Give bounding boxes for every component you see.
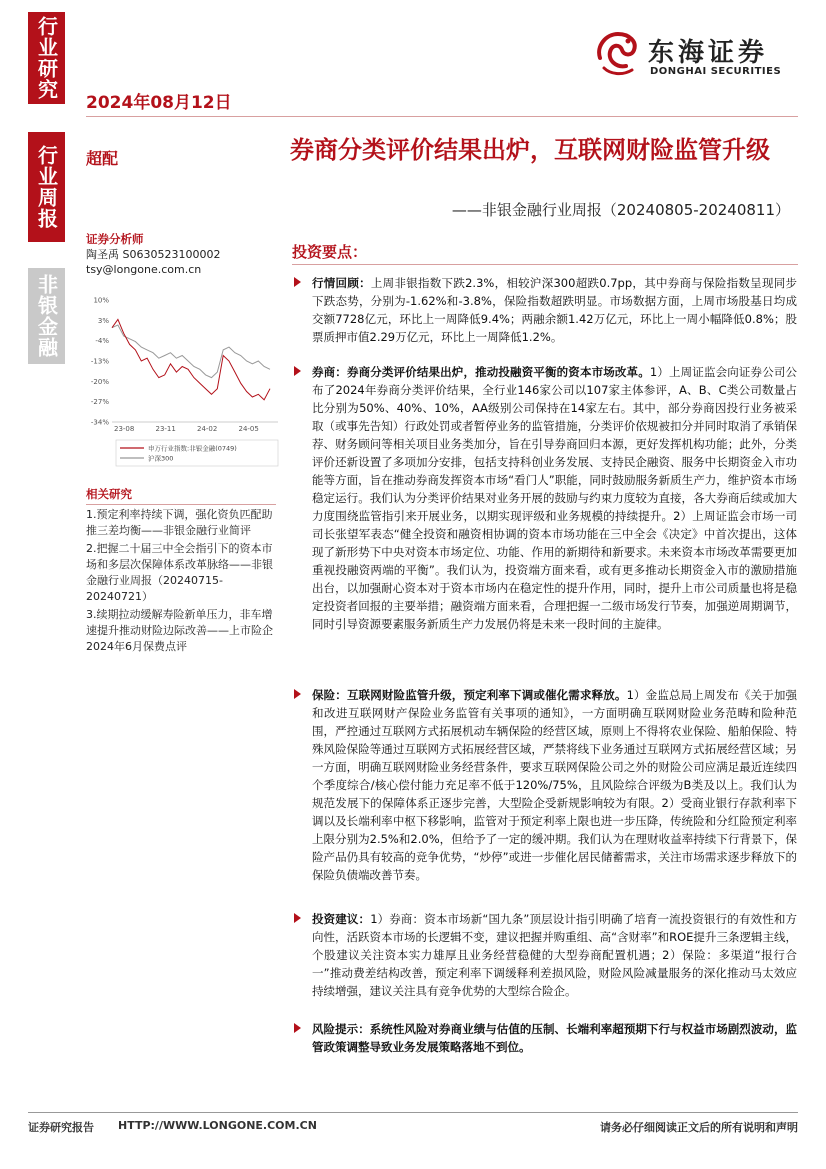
bullet-body: 1）券商：资本市场新“国九条”顶层设计指引明确了培育一流投资银行的有效性和方向性，活跃资本市场的长逻辑不变，建议把握并购重组、高“含财率”和ROE提升三条逻辑主线，个股建议关注资本实力雄厚且业务经营稳健的大型券商配置机遇；2）保险：多渠道“报行合一”推动费差结构改善，预定利率下调缓释利差损风险，财险风险减量服务的深化推动马太效应持续增强，建议关注具有竞争优势的大型综合险企。 — [312, 912, 797, 998]
y-tick-label: -34% — [90, 418, 109, 427]
bullet-head: 行情回顾： — [312, 276, 371, 290]
footer-disclaimer: 请务必仔细阅读正文后的所有说明和声明 — [600, 1121, 798, 1134]
legend-label: 沪深300 — [148, 454, 174, 463]
report-subtitle: ——非银金融行业周报（20240805-20240811） — [451, 201, 790, 219]
bullet-insurance — [292, 686, 797, 884]
header-rule — [86, 116, 798, 117]
bullet-head: 风险提示： — [312, 1022, 370, 1036]
footer-label: 证券研究报告 — [28, 1121, 94, 1134]
x-tick-label: 24-02 — [197, 425, 218, 433]
related-heading: 相关研究 — [86, 487, 132, 501]
report-title: 券商分类评价结果出炉，互联网财险监管升级 — [290, 136, 770, 164]
logo-text-en: DONGHAI SECURITIES — [650, 66, 782, 77]
y-tick-label: 3% — [97, 316, 109, 325]
company-logo — [590, 28, 790, 84]
related-item[interactable]: 3.续期拉动缓解寿险新单压力，非车增速提升推动财险边际改善——上市险企2024年6月保费点评 — [86, 608, 273, 653]
y-tick-label: 10% — [93, 296, 109, 305]
tab-industry-weekly: 行业周报 — [28, 132, 65, 242]
tab-industry-research: 行业研究 — [28, 12, 65, 104]
bullet-body: 1）金监总局上周发布《关于加强和改进互联网财产保险业务监管有关事项的通知》，一方面明确互联网财险业务范畴和险种范围，严控通过互联网方式拓展机动车辆保险的经营区域，原则上不得将农业保险、船舶保险、特殊风险保险等通过互联网方式拓展经营区域，严禁将线下业务通过互联网方式拓展经营区域；另一方面，明确互联网财险业务经营条件，要求互联网保险公司之外的财险公司应满足最近连续四个季度综合/核心偿付能力充足率不低于120%/75%，且风险综合评级为B类及以上。我们认为规范发展下的保障体系正逐步完善，大型险企受新规影响较为有限。2）受商业银行存款利率下调以及长端利率中枢下移影响，监管对于预定利率上限也进一步压降，传统险和分红险预定利率上限分别为2.5%和2.0%，但给予了一定的缓冲期。我们认为在理财收益率持续下行背景下，保险产品仍具有较高的竞争优势，“炒停”或进一步催化居民储蓄需求，关注市场需求逐步释放下的保险负债端改善节奏。 — [312, 688, 797, 882]
bullet-market-review — [292, 274, 797, 346]
bullet-brokers — [292, 363, 797, 633]
bullet-arrow-icon — [294, 913, 301, 923]
logo-icon — [590, 28, 642, 80]
line-chart — [86, 292, 282, 478]
footer-rule — [28, 1112, 798, 1113]
x-tick-label: 24-05 — [238, 425, 259, 433]
bullet-investment-advice — [292, 910, 797, 1000]
legend-label: 申万行业指数:非银金融(0749) — [148, 444, 237, 453]
x-tick-label: 23-08 — [114, 425, 135, 433]
rating: 超配 — [86, 149, 119, 168]
related-research — [86, 486, 276, 655]
key-points-heading: 投资要点： — [292, 243, 368, 261]
bullet-arrow-icon — [294, 1023, 301, 1033]
y-tick-label: -13% — [90, 357, 109, 366]
related-item[interactable]: 2.把握二十届三中全会指引下的资本市场和多层次保障体系改革脉络——非银金融行业周报（20240715-20240721） — [86, 542, 273, 603]
bullet-body: 1）上周证监会向证券公司公布了2024年券商分类评价结果，全行业146家公司以107家主体参评，A、B、C类公司数量占比分别为50%、40%、10%，AA级别公司保持在14家左右。其中，部分券商因投行业务被采取（或事先告知）行政处罚或者暂停业务的监管措施，分类评价依规被扣分并同时取消了承销保荐、财务顾问等相关项目业务类加分，旨在引导券商回归本源，更好发挥机构功能；此外，分类评价还新设置了多项加分安排，包括支持科创业务发展、支持民企融资、服务中长期资金入市功能等方面，旨在推动券商发挥资本市场“看门人”职能，同时鼓励服务新质生产力，维护资本市场稳定运行。我们认为分类评价结果对业务开展的鼓励与约束力度较为直接，各大券商后续或加大力度围绕监管指引来开展业务，以期实现评级和业务规模的持续提升。2）上周证监会市场一司司长张望军表态“健全投资和融资相协调的资本市场功能在三中全会《决定》中首次提出，这体现了新形势下中央对资本市场定位、功能、作用的新期待和新要求。未来资本市场改革需要更加重视投融资两端的平衡”。我们认为，投资端方面来看，或有更多推动长期资金入市的激励措施出台，以加强耐心资本对于资本市场内在稳定性的提升作用，同时，提升上市公司质量也将是稳定投资者回报的主要举措；融资端方面来看，合理把握一二级市场发行节奏，加强逆周期调节，同时引导资源要素服务新质生产力发展仍将是未来一段时间的主旋律。 — [312, 365, 797, 631]
related-item[interactable]: 1.预定利率持续下调，强化资负匹配助推三差均衡——非银金融行业简评 — [86, 508, 273, 537]
analyst-block — [86, 232, 276, 277]
tab-nonbank-finance: 非银金融 — [28, 268, 65, 364]
bullet-arrow-icon — [294, 689, 301, 699]
bullet-arrow-icon — [294, 366, 301, 376]
bullet-head: 投资建议： — [312, 912, 371, 926]
footer-url[interactable]: HTTP://WWW.LONGONE.COM.CN — [118, 1119, 317, 1132]
analyst-email: tsy@longone.com.cn — [86, 263, 202, 276]
index-chart — [86, 292, 282, 478]
bullet-body: 上周非银指数下跌2.3%，相较沪深300超跌0.7pp，其中券商与保险指数呈现同步下跌态势，分别为-1.62%和-3.8%，保险指数超跌明显。市场数据方面，上周市场股基日均成交额7728亿元，环比上一周降低9.4%；两融余额1.42万亿元，环比上一周小幅降低0.8%；股票质押市值2.29万亿元，环比上一周降低1.2%。 — [312, 276, 797, 344]
x-tick-label: 23-11 — [155, 425, 176, 433]
analyst-heading: 证券分析师 — [86, 232, 144, 246]
bullet-head: 券商：券商分类评价结果出炉，推动投融资平衡的资本市场改革。 — [312, 365, 650, 379]
logo-text-cn: 东海证券 — [648, 38, 769, 68]
bullet-risk — [292, 1020, 797, 1056]
y-tick-label: -27% — [90, 398, 109, 407]
bullet-arrow-icon — [294, 277, 301, 287]
related-list — [86, 504, 276, 655]
y-tick-label: -20% — [90, 377, 109, 386]
y-tick-label: -4% — [95, 337, 109, 346]
analyst-name: 陶圣禹 S0630523100002 — [86, 248, 221, 261]
bullet-head: 保险：互联网财险监管升级，预定利率下调或催化需求释放。 — [312, 688, 627, 702]
series-line — [112, 319, 270, 399]
report-date: 2024年08月12日 — [86, 93, 232, 113]
key-points-rule — [292, 264, 798, 265]
bullet-body: 系统性风险对券商业绩与估值的压制、长端利率超预期下行与权益市场剧烈波动，监管政策调整导致业务发展策略落地不到位。 — [312, 1022, 798, 1054]
